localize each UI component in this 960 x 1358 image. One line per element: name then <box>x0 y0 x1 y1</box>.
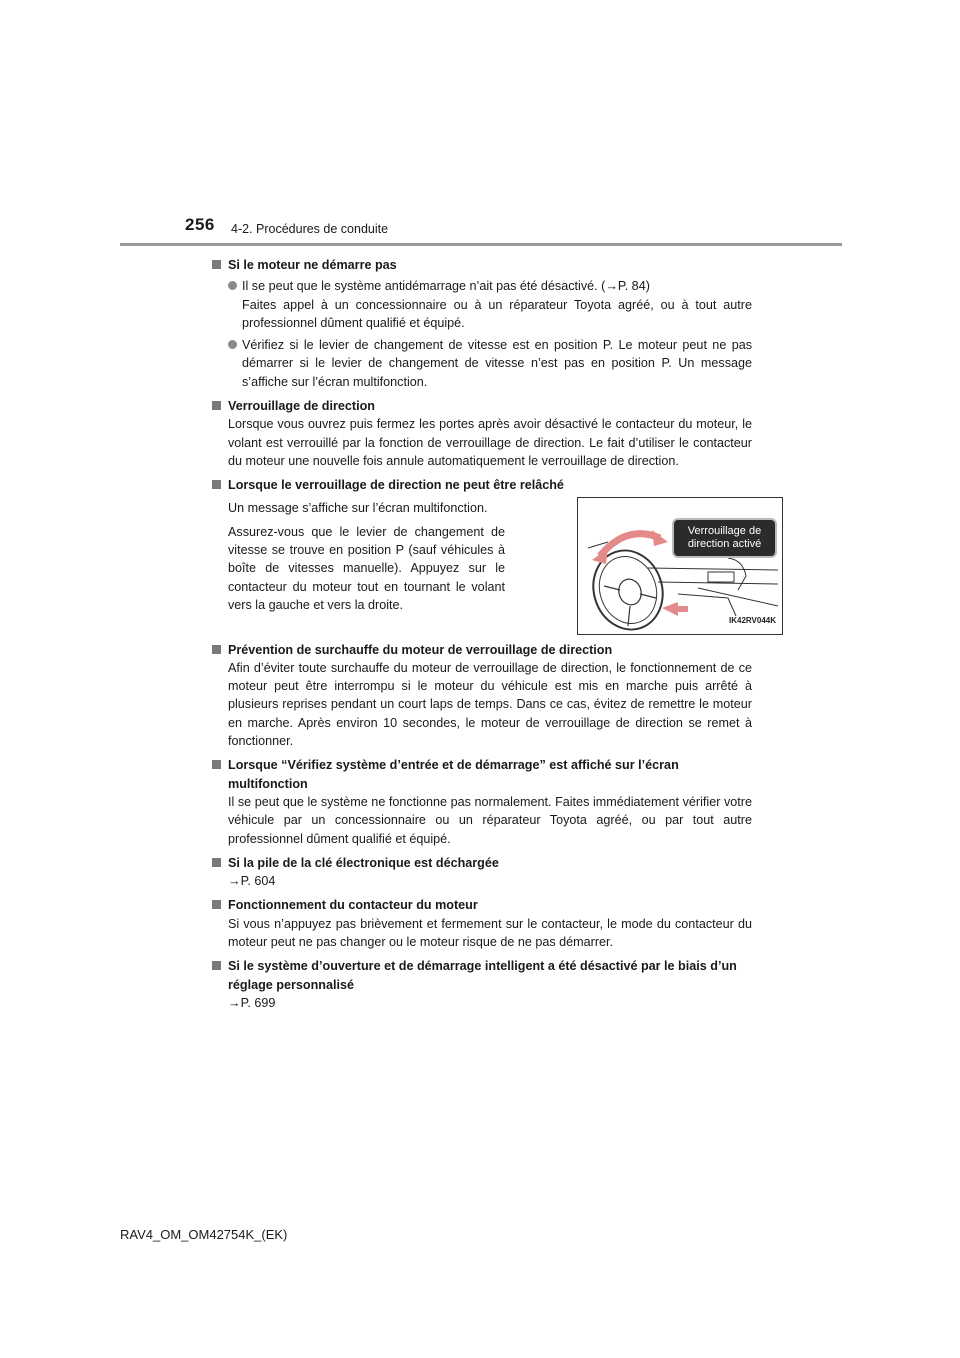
section-text: Assurez-vous que le levier de changement de vitesse se trouve en position P (sauf véhicules à boîte de vitesses manuelle). Appuyez sur le contacteur du moteur tout en tournant le volant vers la gauche et vers la droite. <box>228 524 505 613</box>
page-reference: →P. 699 <box>228 995 276 1010</box>
message-display-bubble: Verrouillage de direction activé <box>672 518 777 558</box>
square-bullet-icon <box>212 401 221 410</box>
section-heading: Verrouillage de direction <box>212 397 752 415</box>
page-reference: →P. 604 <box>228 874 276 889</box>
page-content <box>212 256 776 1018</box>
page-number: 256 <box>185 215 215 234</box>
square-bullet-icon <box>212 961 221 970</box>
bullet-text: Faites appel à un concessionnaire ou à un réparateur Toyota agréé, ou à tout autre professionnel dûment qualifié et équipé. <box>242 297 752 330</box>
square-bullet-icon <box>212 858 221 867</box>
figure-code: IK42RV044K <box>729 616 776 626</box>
square-bullet-icon <box>212 645 221 654</box>
section-engine-switch-operation <box>212 896 752 951</box>
square-bullet-icon <box>212 760 221 769</box>
bullet-item <box>212 277 752 332</box>
section-title: 4-2. Procédures de conduite <box>231 222 389 236</box>
section-heading: Si le moteur ne démarre pas <box>212 256 752 274</box>
section-steering-lock <box>212 397 752 470</box>
section-key-battery <box>212 854 752 891</box>
section-engine-not-starting <box>212 256 752 391</box>
section-heading: Si le système d’ouverture et de démarrage intelligent a été désactivé par le biais d’un réglage personnalisé <box>212 957 752 994</box>
section-heading: Lorsque “Vérifiez système d’entrée et de démarrage” est affiché sur l’écran multifonction <box>212 756 752 793</box>
header-rule <box>120 243 842 246</box>
section-heading: Si la pile de la clé électronique est déchargée <box>212 854 752 872</box>
section-overheat-prevention <box>212 641 752 751</box>
section-text: Afin d’éviter toute surchauffe du moteur de verrouillage de direction, le fonctionnement de ce moteur peut être interrompu si le moteur du véhicule est mis en marche puis arrêté à plusieurs reprises pendant un court laps de temps. Dans ce cas, évitez de remettre le moteur en marche. Après environ 10 secondes, le moteur de verrouillage de direction se remet à fonctionner. <box>228 660 752 749</box>
section-smart-entry-disabled <box>212 957 752 1012</box>
section-check-entry-start-system <box>212 756 752 847</box>
circle-bullet-icon <box>228 340 237 349</box>
steering-lock-illustration <box>577 497 783 635</box>
square-bullet-icon <box>212 480 221 489</box>
section-text: Si vous n’appuyez pas brièvement et fermement sur le contacteur, le mode du contacteur du moteur peut ne pas changer ou le moteur risque de ne pas démarrer. <box>228 916 752 950</box>
section-text: Lorsque vous ouvrez puis fermez les portes après avoir désactivé le contacteur du moteur, le volant est verrouillé par la fonction de verrouillage de direction. Le fait d’utiliser le contacteur du moteur une nouvelle fois annule automatiquement le verrouillage de direction. <box>228 417 752 468</box>
section-heading: Fonctionnement du contacteur du moteur <box>212 896 752 914</box>
square-bullet-icon <box>212 900 221 909</box>
document-footer: RAV4_OM_OM42754K_(EK) <box>120 1227 288 1242</box>
section-heading: Prévention de surchauffe du moteur de verrouillage de direction <box>212 641 752 659</box>
section-heading: Lorsque le verrouillage de direction ne peut être relâché <box>212 476 752 494</box>
bullet-item <box>212 336 752 391</box>
section-text: Il se peut que le système ne fonctionne pas normalement. Faites immédiatement vérifier votre véhicule par un concessionnaire ou un réparateur Toyota agréé, ou par tout autre professionnel dûment qualifié et équipé. <box>228 794 752 846</box>
section-steering-lock-not-released <box>212 476 776 634</box>
circle-bullet-icon <box>228 281 237 290</box>
bullet-text: Il se peut que le système antidémarrage n’ait pas été désactivé. (→P. 84) <box>242 279 650 294</box>
square-bullet-icon <box>212 260 221 269</box>
section-text: Un message s’affiche sur l’écran multifonction. <box>228 500 488 515</box>
bullet-text: Vérifiez si le levier de changement de vitesse est en position P. Le moteur peut ne pas démarrer si le levier de changement de vitesse n’est pas en position P. Un message s’affiche sur l’écran multifonction. <box>242 338 752 389</box>
